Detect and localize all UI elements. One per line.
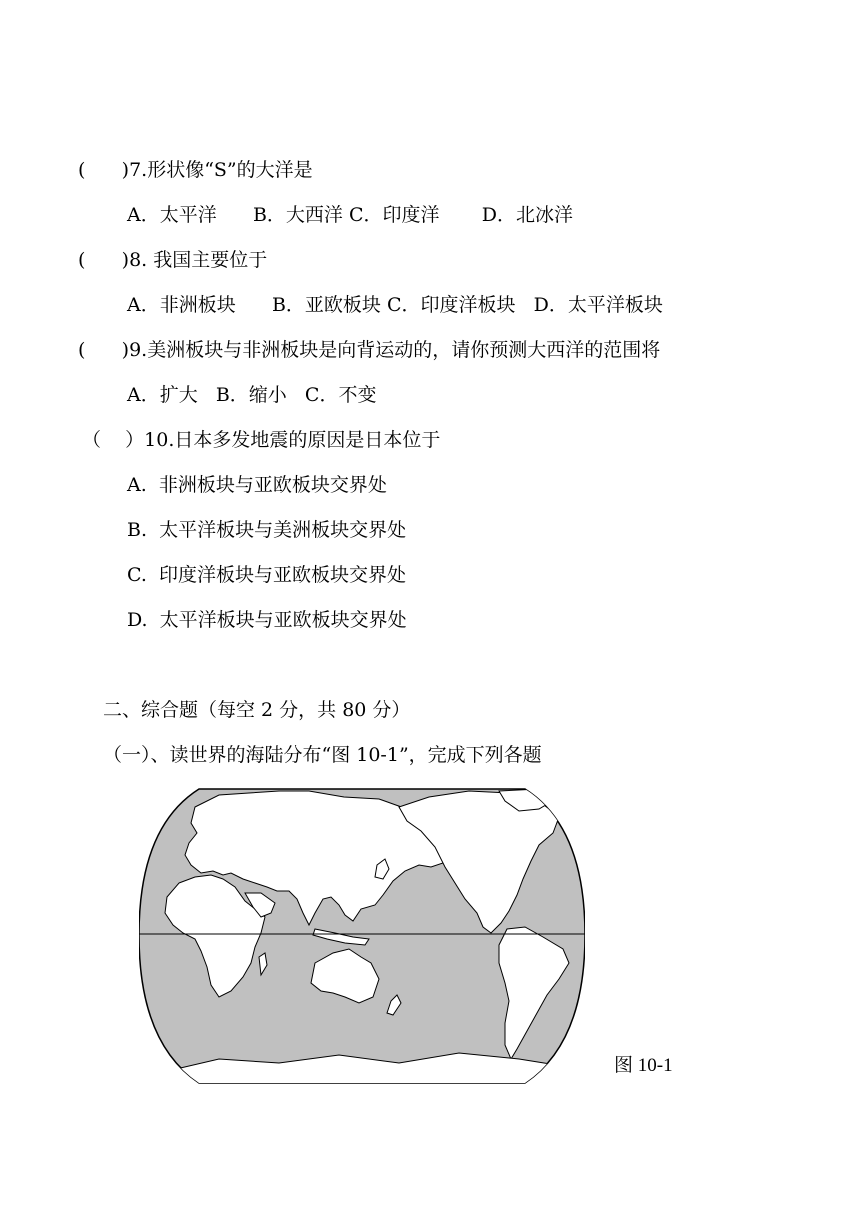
figure-caption: 图 10-1 xyxy=(614,1055,673,1076)
question-10-option-d: D. 太平洋板块与亚欧板块交界处 xyxy=(127,609,407,631)
world-map xyxy=(139,787,585,1085)
section-2-part-1: （一）、读世界的海陆分布“图 10-1”，完成下列各题 xyxy=(103,744,542,766)
question-10-stem: （ ）10.日本多发地震的原因是日本位于 xyxy=(82,429,441,451)
question-7-options: A．太平洋 B．大西洋 C．印度洋 D．北冰洋 xyxy=(127,204,574,226)
question-7-stem: ( )7.形状像“S”的大洋是 xyxy=(78,159,313,181)
question-9-options: A．扩大 B．缩小 C．不变 xyxy=(127,384,377,406)
section-2-title: 二、综合题（每空 2 分，共 80 分） xyxy=(103,699,411,721)
question-10-option-c: C. 印度洋板块与亚欧板块交界处 xyxy=(127,564,406,586)
question-10-option-b: B. 太平洋板块与美洲板块交界处 xyxy=(127,519,407,541)
question-9-stem: ( )9.美洲板块与非洲板块是向背运动的，请你预测大西洋的范围将 xyxy=(78,339,661,361)
question-8-stem: ( )8. 我国主要位于 xyxy=(78,249,268,271)
question-10-option-a: A. 非洲板块与亚欧板块交界处 xyxy=(127,474,387,496)
question-8-options: A．非洲板块 B．亚欧板块 C．印度洋板块 D．太平洋板块 xyxy=(127,294,663,316)
